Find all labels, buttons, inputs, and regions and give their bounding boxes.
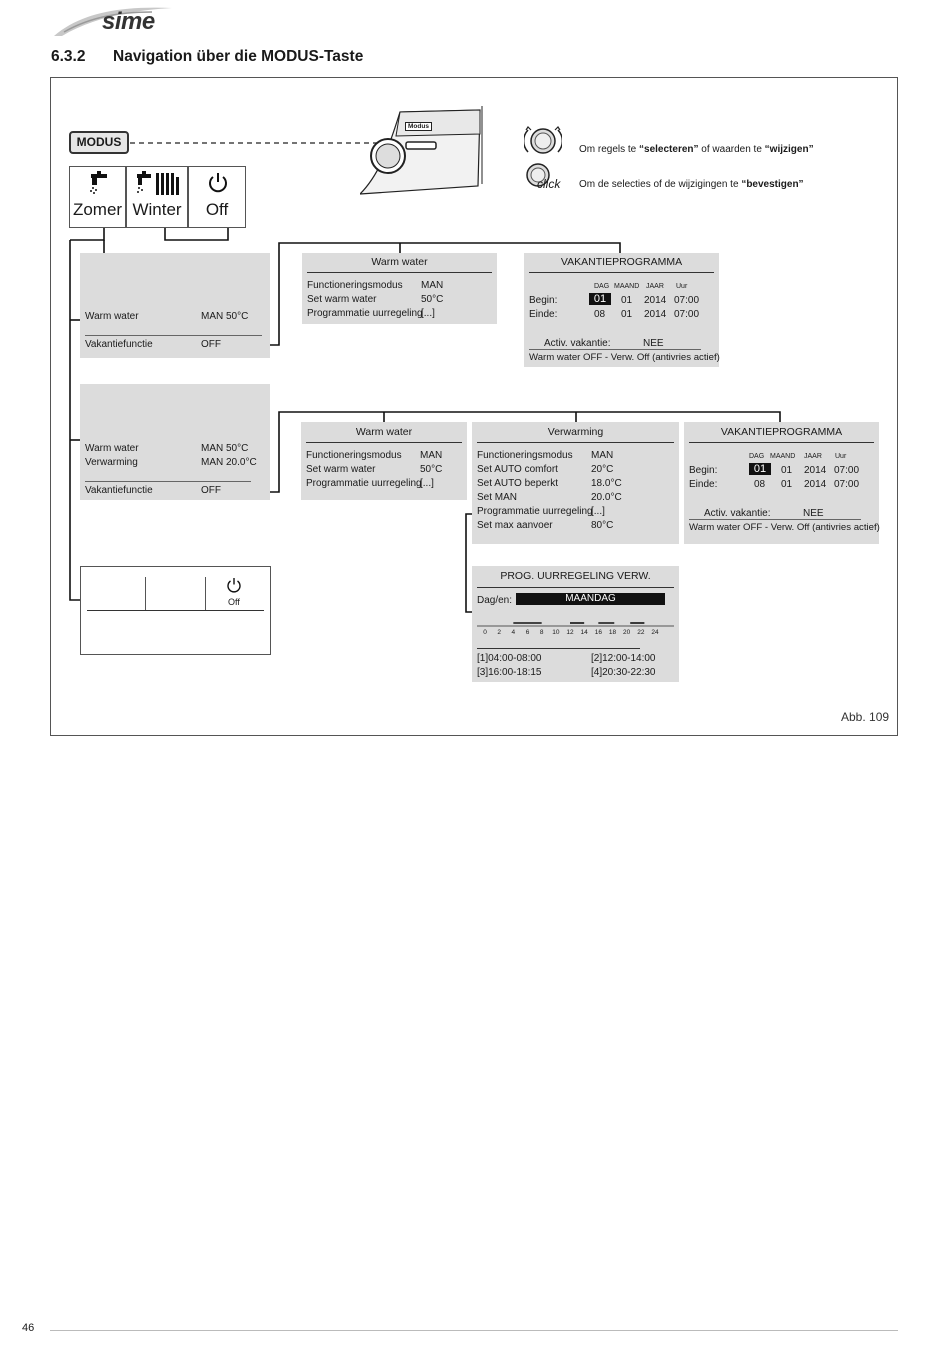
end-month: 01: [781, 479, 793, 490]
activ-label: Activ. vakantie:: [544, 338, 611, 349]
timeline-tick-label: 20: [623, 629, 631, 636]
heating-row-label: Programmatie uurregeling: [477, 506, 593, 517]
timeline-tick-label: 24: [651, 629, 659, 636]
vacation-title: VAKANTIEPROGRAMMA: [560, 256, 683, 268]
begin-hour: 07:00: [834, 465, 860, 476]
summer-vacation-label: Vakantiefunctie: [85, 339, 153, 350]
summer-ww-row-value: [...]: [421, 308, 435, 319]
summer-ww-row-value: 50°C: [421, 294, 444, 305]
vacation-status: Warm water OFF - Verw. Off (antivries actief): [689, 522, 880, 533]
power-icon: [226, 577, 242, 593]
activ-value: NEE: [803, 508, 824, 519]
time-range-2: [2]12:00-14:00: [591, 653, 656, 664]
col-uur: Uur: [676, 283, 688, 290]
begin-day-selected[interactable]: 01: [749, 463, 771, 475]
summer-ww-value: MAN 50°C: [201, 311, 249, 322]
col-maand: MAAND: [770, 453, 796, 460]
col-uur: Uur: [835, 453, 847, 460]
day-label: Dag/en:: [477, 595, 513, 606]
end-year: 2014: [644, 309, 667, 320]
mode-winter[interactable]: [126, 166, 188, 228]
winter-vacation-label: Vakantiefunctie: [85, 485, 153, 496]
begin-day-selected[interactable]: 01: [589, 293, 611, 305]
winter-ww-label: Warm water: [85, 443, 139, 454]
footer-rule: [50, 1330, 898, 1331]
winter-vacation-value: OFF: [201, 485, 221, 496]
off-label: Off: [228, 597, 240, 607]
mode-winter-label: Winter: [132, 200, 182, 219]
winter-heating-value: MAN 20.0°C: [201, 457, 257, 468]
heating-row-value: 80°C: [591, 520, 614, 531]
activ-label: Activ. vakantie:: [704, 508, 771, 519]
summer-ww-row-label: Functioneringsmodus: [307, 280, 403, 291]
heating-row-value: 20.0°C: [591, 492, 622, 503]
day-selected[interactable]: MAANDAG: [516, 593, 665, 605]
timeline-tick-label: 10: [552, 629, 560, 636]
end-day: 08: [754, 479, 766, 490]
timeline-tick-label: 12: [566, 629, 574, 636]
program-schedule-panel: [472, 566, 679, 682]
timeline-tick-label: 18: [608, 629, 617, 636]
timeline-tick-label: 14: [580, 629, 588, 636]
end-hour: 07:00: [674, 309, 700, 320]
summer-warm-water-panel: [302, 253, 497, 324]
boiler-panel-icon: [360, 104, 485, 196]
end-month: 01: [621, 309, 633, 320]
vacation-status: Warm water OFF - Verw. Off (antivries actief): [529, 352, 720, 363]
timeline-ticks: [472, 629, 679, 639]
summer-ww-label: Warm water: [85, 311, 139, 322]
end-label: Einde:: [689, 479, 718, 490]
timeline-tick-label: 22: [637, 629, 645, 636]
device-modus-label: Modus: [405, 122, 432, 131]
page-number: 46: [22, 1322, 35, 1334]
heating-row-label: Set max aanvoer: [477, 520, 553, 531]
heating-row-label: Functioneringsmodus: [477, 450, 573, 461]
winter-ww-value: MAN 50°C: [201, 443, 249, 454]
timeline-tick-label: 0: [483, 629, 487, 636]
summer-ww-row-label: Set warm water: [307, 294, 377, 305]
end-year: 2014: [804, 479, 827, 490]
click-label: click: [537, 177, 561, 191]
timeline-tick-label: 4: [511, 629, 516, 636]
winter-ww-row-label: Functioneringsmodus: [306, 450, 402, 461]
winter-warm-water-panel: [301, 422, 467, 500]
col-dag: DAG: [749, 453, 765, 460]
vacation-panel-winter: [684, 422, 879, 544]
mode-off[interactable]: [188, 166, 246, 228]
brand-name: sime: [102, 8, 155, 35]
mode-off-label: Off: [205, 200, 229, 219]
section-title: Navigation über die MODUS-Taste: [113, 48, 364, 65]
program-title: PROG. UURREGELING VERW.: [500, 570, 651, 582]
summer-vacation-value: OFF: [201, 339, 221, 350]
power-icon: [207, 172, 229, 194]
timeline-tick-label: 6: [525, 629, 530, 636]
heating-row-label: Set AUTO comfort: [477, 464, 558, 475]
vacation-title: VAKANTIEPROGRAMMA: [720, 426, 843, 438]
heating-panel: [472, 422, 679, 544]
winter-heating-label: Verwarming: [85, 457, 138, 468]
activ-value: NEE: [643, 338, 664, 349]
heating-title: Verwarming: [547, 426, 604, 438]
winter-ww-title: Warm water: [355, 426, 413, 438]
timeline-tick-label: 16: [594, 629, 602, 636]
summer-menu-panel: [80, 253, 270, 358]
end-label: Einde:: [529, 309, 558, 320]
timeline-tick-label: 8: [539, 629, 544, 636]
col-jaar: JAAR: [804, 453, 822, 460]
begin-year: 2014: [804, 465, 827, 476]
heating-row-value: 20°C: [591, 464, 614, 475]
heating-row-label: Set AUTO beperkt: [477, 478, 558, 489]
begin-month: 01: [781, 465, 793, 476]
time-range-4: [4]20:30-22:30: [591, 667, 656, 678]
begin-month: 01: [621, 295, 633, 306]
figure-label: Abb. 109: [841, 710, 890, 724]
summer-ww-row-label: Programmatie uurregeling: [307, 308, 423, 319]
boiler-panel-illustration: [360, 104, 485, 196]
legend-rotate-text: Om regels te “selecteren” of waarden te “wijzigen”: [579, 144, 814, 155]
end-day: 08: [594, 309, 606, 320]
begin-label: Begin:: [689, 465, 718, 476]
col-jaar: JAAR: [646, 283, 664, 290]
summer-ww-row-value: MAN: [421, 280, 444, 291]
winter-ww-row-value: 50°C: [420, 464, 443, 475]
heating-row-label: Set MAN: [477, 492, 518, 503]
timeline-tick-label: 2: [497, 629, 501, 636]
mode-zomer-label: Zomer: [72, 200, 123, 219]
begin-hour: 07:00: [674, 295, 700, 306]
legend-click-text: Om de selecties of de wijzigingen te “bevestigen”: [579, 179, 804, 190]
modus-button[interactable]: MODUS: [69, 131, 129, 154]
end-hour: 07:00: [834, 479, 860, 490]
heating-row-value: [...]: [591, 506, 605, 517]
rotary-knob-icon: [524, 124, 562, 158]
summer-ww-title: Warm water: [371, 256, 428, 268]
heating-row-value: 18.0°C: [591, 478, 622, 489]
winter-menu-panel: [80, 384, 270, 500]
winter-ww-row-label: Set warm water: [306, 464, 376, 475]
winter-ww-row-value: [...]: [420, 478, 434, 489]
winter-ww-row-label: Programmatie uurregeling: [306, 478, 422, 489]
tap-icon: [87, 171, 113, 197]
time-range-1: [1]04:00-08:00: [477, 653, 542, 664]
heating-row-value: MAN: [591, 450, 614, 461]
mode-zomer[interactable]: [69, 166, 126, 228]
begin-year: 2014: [644, 295, 667, 306]
winter-ww-row-value: MAN: [420, 450, 443, 461]
vacation-panel-summer: [524, 253, 719, 367]
col-maand: MAAND: [614, 283, 640, 290]
begin-label: Begin:: [529, 295, 558, 306]
tap-radiator-icon: [135, 171, 181, 197]
time-range-3: [3]16:00-18:15: [477, 667, 542, 678]
section-number: 6.3.2: [51, 48, 86, 65]
off-display-panel: [80, 566, 271, 655]
col-dag: DAG: [594, 283, 610, 290]
